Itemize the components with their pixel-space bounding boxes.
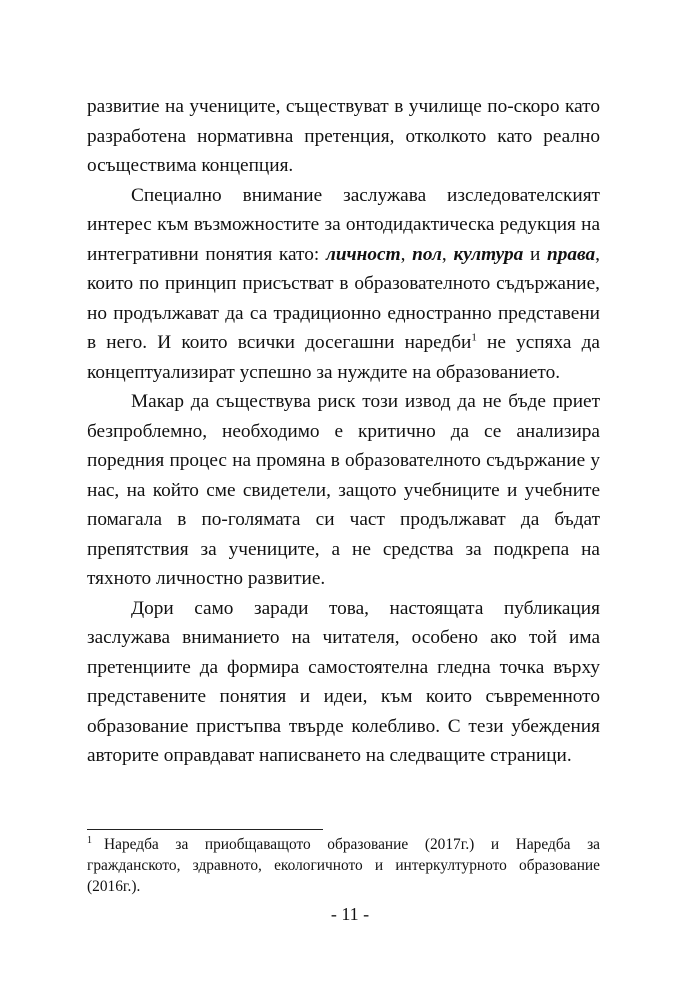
paragraph-2-text-a: Специално внимание заслужава изследователският интерес към възможностите за онтодидактическа редукция на интегративни понятия като: <box>87 184 600 265</box>
paragraph-2-text-b: , които по принцип присъстват в образователното съдържание, но продължават да са традиционно едностранно представени в него. И които всички досегашни наредби <box>87 243 600 353</box>
term-rights: права <box>547 243 596 265</box>
separator: , <box>400 243 413 265</box>
term-culture: култура <box>453 243 524 265</box>
term-gender: пол <box>412 243 442 265</box>
main-text <box>87 92 600 771</box>
footnote <box>87 834 600 897</box>
separator: и <box>523 243 548 265</box>
paragraph-3: Макар да съществува риск този извод да не бъде приет безпроблемно, необходимо е критично да се анализира поредния процес на промяна в образователното съдържание у нас, на който сме свидетели, защото учебниците и учебните помагала в по-голямата си част продължават да бъдат препятствия за учениците, а не средства за подкрепа на тяхното личностно развитие. <box>87 391 600 589</box>
footnote-text: Наредба за приобщаващото образование (2017г.) и Наредба за гражданското, здравното, екологичното и интеркултурното образование (2016г.). <box>87 836 600 895</box>
footnote-reference[interactable]: 1 <box>471 331 477 344</box>
term-personality: личност <box>325 243 401 265</box>
paragraph-2-text-c: не успяха да концептуализират успешно за нуждите на образованието. <box>87 332 600 383</box>
paragraph-4: Дори само заради това, настоящата публикация заслужава вниманието на читателя, особено ако той има претенциите да формира самостоятелна гледна точка върху представените понятия и идеи, към които съвременното образование пристъпва твърде колебливо. С тези убеждения авторите оправдават написването на следващите страници. <box>87 597 600 766</box>
paragraph-2 <box>87 181 600 388</box>
paragraph-1: развитие на учениците, съществуват в училище по-скоро като разработена нормативна претенция, отколкото като реално осъществима концепция. <box>87 96 600 176</box>
page-body <box>87 92 600 771</box>
footnote-number: 1 <box>87 834 92 846</box>
separator: , <box>441 243 454 265</box>
footnote-divider <box>87 829 323 830</box>
page-number: - 11 - <box>330 904 370 924</box>
